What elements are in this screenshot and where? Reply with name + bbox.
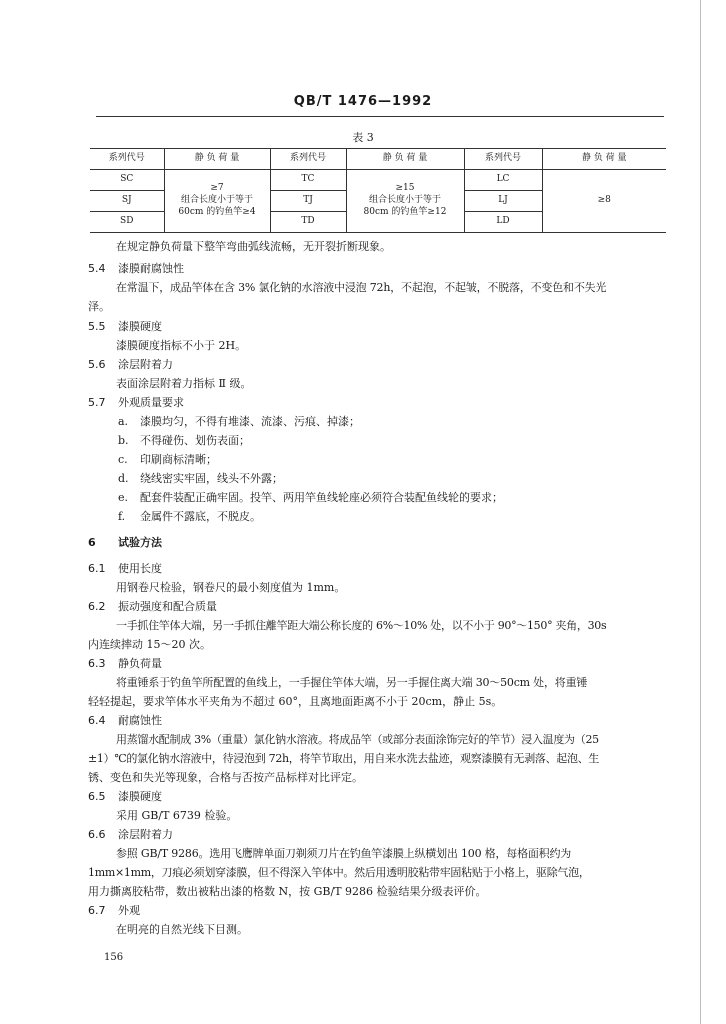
body-paragraph: 用蒸馏水配制成 3%（重量）氯化钠水溶液。将成品竿（或部分表面涂饰完好的竿节）浸入温度为（25 xyxy=(116,733,599,746)
body-paragraph: 一手抓住竿体大端，另一手抓住離竿距大端公称长度的 6%～10% 处，以不小于 90°～150° 夹角，30s xyxy=(116,619,607,632)
series-code-cell: TC xyxy=(270,170,346,191)
body-paragraph: 采用 GB/T 6739 检验。 xyxy=(116,809,238,822)
section-number: 5.7 xyxy=(88,396,106,409)
table-header-cell: 系列代号 xyxy=(464,149,542,170)
load-line: ≥15 xyxy=(395,183,415,194)
header-rule xyxy=(96,116,664,117)
body-paragraph: 轻轻提起，要求竿体水平夹角为不超过 60°，且离地面距离不小于 20cm，静止 5s。 xyxy=(88,695,503,708)
load-line: ≥8 xyxy=(597,195,611,206)
series-code-cell: SJ xyxy=(90,191,164,212)
section-heading: 漆膜硬度 xyxy=(118,790,162,803)
section-heading: 耐腐蚀性 xyxy=(118,714,162,727)
series-code-cell: LJ xyxy=(464,191,542,212)
standard-header: QB/T 1476—1992 xyxy=(293,94,433,109)
series-code-cell: TJ xyxy=(270,191,346,212)
body-paragraph: 用钢卷尺检验，钢卷尺的最小刻度值为 1mm。 xyxy=(116,581,346,594)
section-number: 5.6 xyxy=(88,358,106,371)
body-paragraph: 在常温下，成品竿体在含 3% 氯化钠的水溶液中浸泡 72h，不起泡，不起皱，不脱落，不变色和不失光 xyxy=(116,281,607,294)
series-code-cell: LD xyxy=(464,212,542,233)
table-header-row xyxy=(90,149,666,170)
section-number: 6.7 xyxy=(88,904,106,917)
section-heading: 振动强度和配合质量 xyxy=(118,600,217,613)
table-header-cell: 系列代号 xyxy=(90,149,164,170)
section-heading: 使用长度 xyxy=(118,562,162,575)
body-paragraph: ±1）℃的氯化钠水溶液中，待浸泡到 72h，将竿节取出，用自来水洗去盐迹，观察漆膜有无剥落、起泡、生 xyxy=(88,752,600,765)
body-paragraph: 漆膜硬度指标不小于 2H。 xyxy=(116,339,247,352)
list-item: 不得碰伤、划伤表面； xyxy=(140,434,250,447)
section-number: 6.6 xyxy=(88,828,106,841)
table-header-cell: 静 负 荷 量 xyxy=(346,149,464,170)
section-number: 6.4 xyxy=(88,714,106,727)
body-paragraph: 表面涂层附着力指标 Ⅱ 级。 xyxy=(116,377,252,390)
load-line: 组合长度小于等于 xyxy=(180,195,253,206)
list-item: 配套件装配正确牢固。投竿、两用竿鱼线轮座必须符合装配鱼线轮的要求； xyxy=(140,491,503,504)
table-header-cell: 静 负 荷 量 xyxy=(164,149,270,170)
list-marker: c. xyxy=(118,453,128,466)
list-marker: f. xyxy=(118,510,126,523)
load-line: 60cm 的钓鱼竿≥4 xyxy=(178,206,256,217)
body-paragraph: 泽。 xyxy=(88,300,110,313)
series-code-cell: SD xyxy=(90,212,164,233)
body-paragraph: 在规定静负荷量下整竿弯曲弧线流畅，无开裂折断现象。 xyxy=(116,240,391,253)
section-number: 6 xyxy=(88,536,96,549)
body-paragraph: 参照 GB/T 9286。选用飞鹰牌单面刀剃须刀片在钓鱼竿漆膜上纵横划出 100 格，每格面积约为 xyxy=(116,847,572,860)
load-table xyxy=(90,148,666,233)
list-item: 印刷商标清晰； xyxy=(140,453,217,466)
section-heading: 涂层附着力 xyxy=(118,358,173,371)
section-heading: 试验方法 xyxy=(118,536,162,549)
series-code-cell: LC xyxy=(464,170,542,191)
section-heading: 漆膜耐腐蚀性 xyxy=(118,262,184,275)
section-heading: 漆膜硬度 xyxy=(118,320,162,333)
table-title: 表 3 xyxy=(352,131,374,144)
static-load-cell xyxy=(164,170,270,233)
section-heading: 外观质量要求 xyxy=(118,396,184,409)
load-line: ≥7 xyxy=(210,183,224,194)
load-line: 组合长度小于等于 xyxy=(368,195,441,206)
list-marker: e. xyxy=(118,491,129,504)
body-paragraph: 在明亮的自然光线下目测。 xyxy=(116,923,248,936)
section-number: 6.1 xyxy=(88,562,106,575)
section-number: 5.5 xyxy=(88,320,106,333)
section-heading: 静负荷量 xyxy=(118,657,162,670)
body-paragraph: 用力撕离胶粘带，数出被粘出漆的格数 N，按 GB/T 9286 检验结果分级表评价。 xyxy=(88,885,487,898)
list-item: 金属件不露底，不脱皮。 xyxy=(140,510,261,523)
list-item: 漆膜均匀，不得有堆漆、流漆、污痕、掉漆； xyxy=(140,415,360,428)
series-code-cell: SC xyxy=(90,170,164,191)
section-number: 5.4 xyxy=(88,262,106,275)
load-line: 80cm 的钓鱼竿≥12 xyxy=(363,206,447,217)
table-row xyxy=(90,170,666,191)
body-paragraph: 锈、变色和失光等现象，合格与否按产品标样对比评定。 xyxy=(88,771,363,784)
list-marker: a. xyxy=(118,415,129,428)
body-paragraph: 1mm×1mm，刀痕必须划穿漆膜，但不得深入竿体中。然后用透明胶粘带牢固粘贴于小格上，驱除气泡， xyxy=(88,866,590,879)
list-item: 绕线密实牢固，线头不外露； xyxy=(140,472,283,485)
section-number: 6.2 xyxy=(88,600,106,613)
static-load-cell xyxy=(346,170,464,233)
static-load-cell xyxy=(542,170,666,233)
table-header-cell: 系列代号 xyxy=(270,149,346,170)
section-number: 6.3 xyxy=(88,657,106,670)
section-number: 6.5 xyxy=(88,790,106,803)
body-paragraph: 将重锤系于钓鱼竿所配置的鱼线上，一手握住竿体大端，另一手握住离大端 30～50cm 处，将重锤 xyxy=(116,676,588,689)
section-heading: 涂层附着力 xyxy=(118,828,173,841)
list-marker: d. xyxy=(118,472,129,485)
table-header-cell: 静 负 荷 量 xyxy=(542,149,666,170)
body-paragraph: 内连续摔动 15～20 次。 xyxy=(88,638,211,651)
scan-margin-line xyxy=(700,0,701,1024)
section-heading: 外观 xyxy=(118,904,140,917)
series-code-cell: TD xyxy=(270,212,346,233)
list-marker: b. xyxy=(118,434,129,447)
page-number: 156 xyxy=(104,952,124,963)
